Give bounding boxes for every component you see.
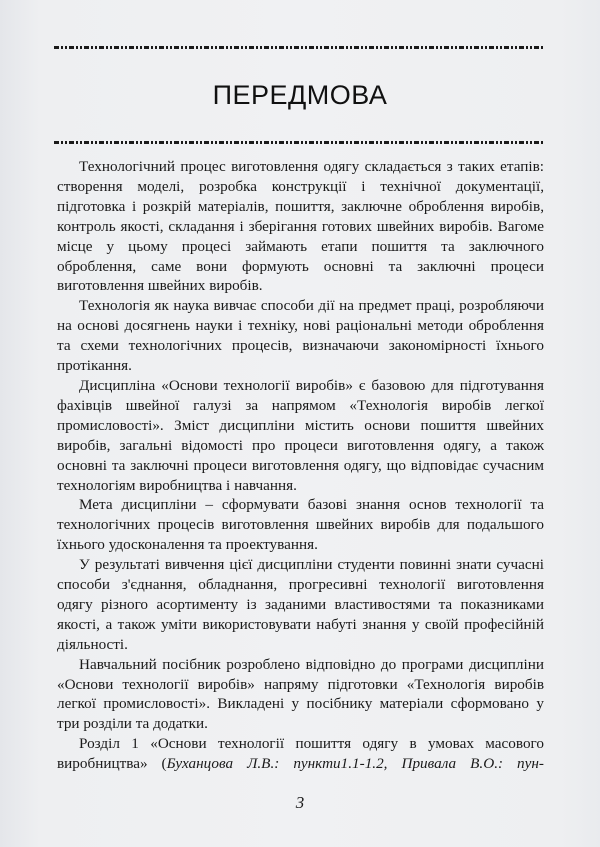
- paragraph: Навчальний посібник розроблено відповідно до програми дисципліни «Основи технології виробів» напряму підготовки «Технологія виробів легкої промисловості». Викладені у посібнику матеріали сформовано у три розділи та додатки.: [57, 655, 544, 733]
- paragraph-continued: [57, 734, 544, 774]
- paragraph: Технологія як наука вивчає способи дії на предмет праці, розробляючи на основі досягнень науки і техніку, нові раціональні методи оброблення та схеми технологічних процесів, визначаючи закономірності їхнього протікання.: [57, 297, 544, 375]
- author-attribution: Буханцова Л.В.: пункти1.1-1.2, Привала В.О.: пун-: [166, 755, 544, 773]
- body-text: [57, 157, 544, 774]
- paragraph: Дисципліна «Основи технології виробів» є базовою для підготування фахівців швейної галузі за напрямом «Технологія виробів легкої промисловості». Зміст дисципліни містить основи пошиття швейних виробів, загальні відомості про процеси виготовлення одягу, а також основні та заключні процеси виготовлення одягу, що відповідає сучасним технологіям виробництва і навчання.: [57, 376, 544, 494]
- paragraph-text: Розділ 1 «Основи технології пошиття одягу в умовах масового виробництва» (: [57, 735, 544, 773]
- paragraph: Мета дисципліни – сформувати базові знання основ технології та технологічних процесів виготовлення швейних виробів для подальшого їхнього удосконалення та проектування.: [57, 496, 544, 554]
- decorative-dashed-rule-bottom: [54, 141, 544, 144]
- paragraph: Технологічний процес виготовлення одягу складається з таких етапів: створення моделі, розробка конструкції і технічної документації, підготовка і розкрій матеріалів, пошиття, заключне оброблення виробів, контроль якості, складання і зберігання готових швейних виробів. Вагоме місце у цьому процесі займають етапи пошиття та заключного оброблення, саме вони формують основні та заключні процеси виготовлення швейних виробів.: [57, 158, 544, 295]
- decorative-dashed-rule-top: [54, 46, 544, 49]
- paragraph: У результаті вивчення цієї дисципліни студенти повинні знати сучасні способи з'єднання, обладнання, прогресивні технології виготовлення одягу різного асортименту із заданими властивостями та показниками якості, а також уміти використовувати набуті знання у своїй професійній діяльності.: [57, 556, 544, 653]
- page-title: ПЕРЕДМОВА: [212, 80, 388, 110]
- page-number: 3: [295, 793, 305, 812]
